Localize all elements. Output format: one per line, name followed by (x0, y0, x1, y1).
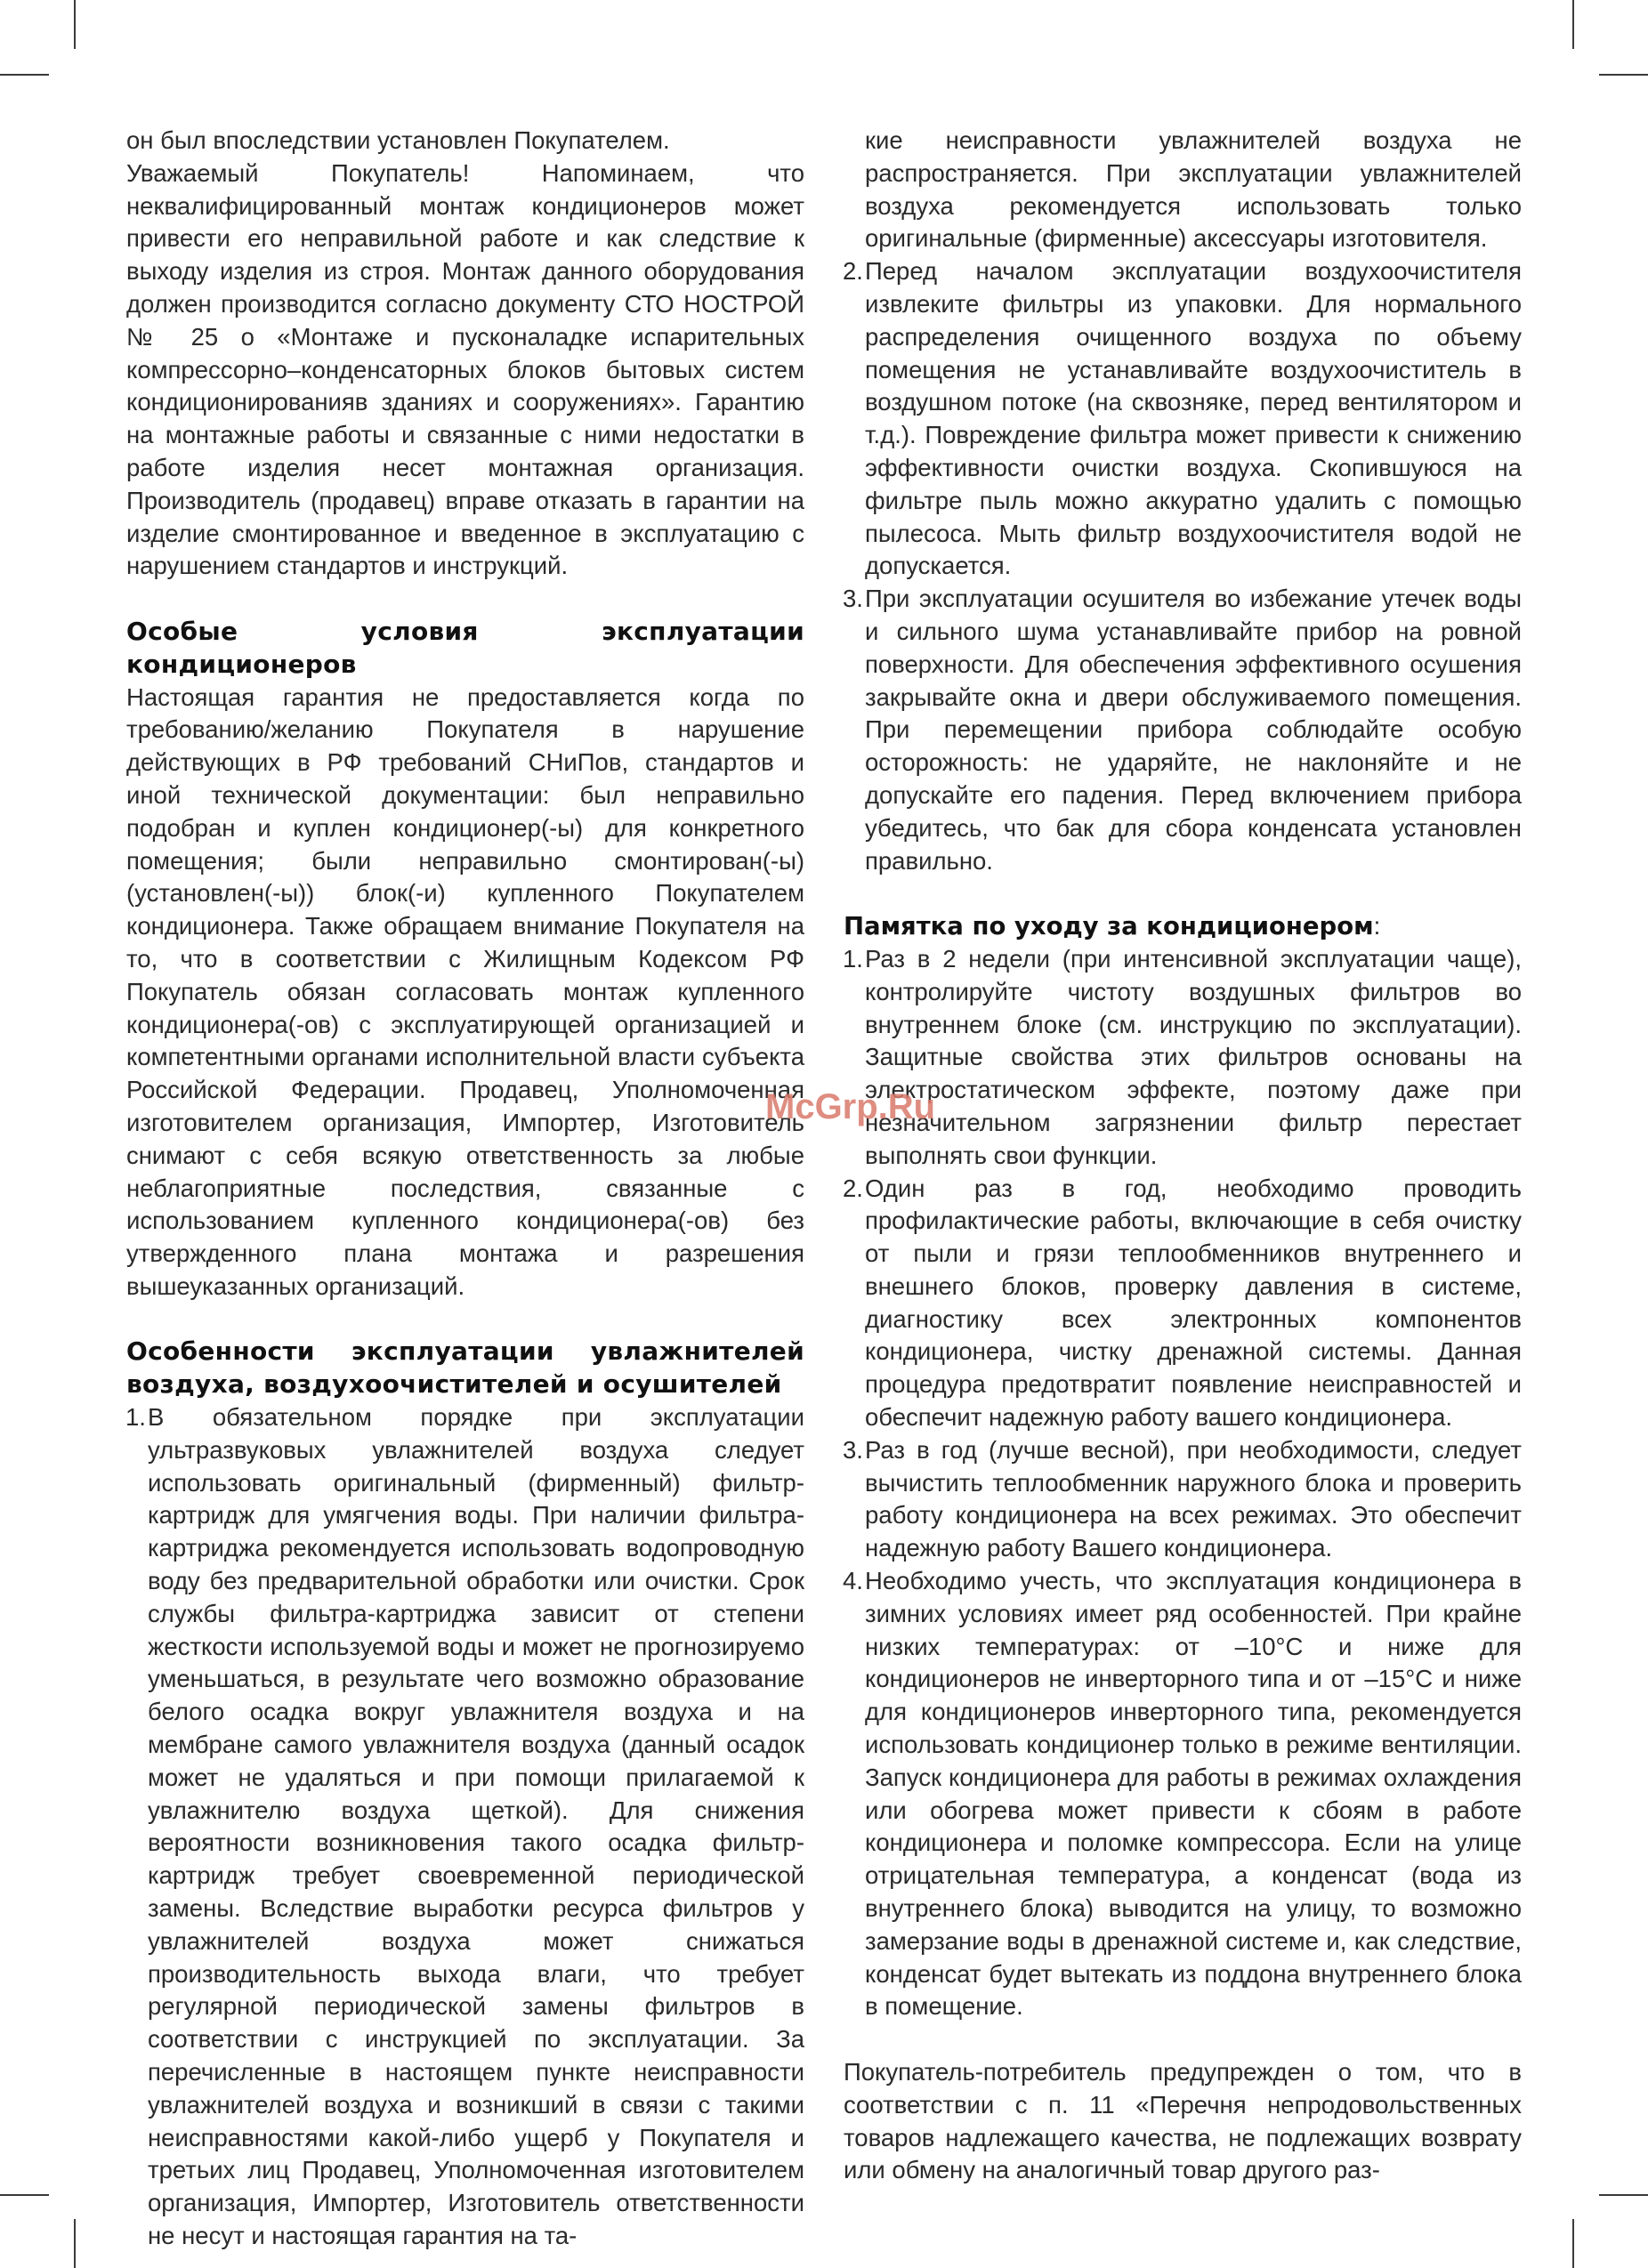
watermark: McGrp.Ru (765, 1087, 936, 1126)
list-item (844, 255, 1522, 583)
list-item-text: В обязательном порядке при эксплуатации ультразвуковых увлажнителей воздуха следует использовать оригинальный (фирменный) фильтр-картридж для умягчения воды. При наличии фильтра-картриджа рекомендуется использовать водопроводную воду без предварительной обработки или очистки. Срок службы фильтра-картриджа зависит от степени жесткости используемой воды и может не прогнозируемо уменьшаться, в результате чего возможно образование белого осадка вокруг увлажнителя воздуха и на мембране самого увлажнителя воздуха (данный осадок может не удаляться и при помощи прилагаемой к увлажнителю воздуха щеткой). Для снижения вероятности возникновения такого осадка фильтр-картридж требует своевременной периодической замены. Вследствие выработки ресурса фильтров у увлажнителей воздуха может снижаться производительность выхода влаги, что требует регулярной периодической замены фильтров в соответствии с инструкцией по эксплуатации. За перечисленные в настоящем пункте неисправности увлажнителей воздуха и возникший в связи с такими неисправностями какой-либо ущерб у Покупателя и третьих лиц Продавец, Уполномоченная изготовителем организация, Импортер, Изготовитель ответственности не несут и настоящая гарантия на та- (148, 1403, 804, 2249)
list-item-text: Необходимо учесть, что эксплуатация кондиционера в зимних условиях имеет ряд особенностей. При крайне низких температурах: от –10°С и ниже для кондиционеров не инверторного типа и от –15°С и ниже для кондиционеров инверторного типа, рекомендуется использовать кондиционер только в режиме вентиляции. Запуск кондиционера для работы в режимах охлаждения или обогрева может привести к сбоям в работе кондиционера и поломке компрессора. Если на улице отрицательная температура, а конденсат (вода из внутреннего блока) выводится на улицу, то возможно замерзание воды в дренажной системе и, как следствие, конденсат будет вытекать из поддона внутреннего блока в помещение. (865, 1567, 1522, 2021)
humidifier-list (126, 1401, 804, 2253)
list-item-number: 2. (843, 1174, 863, 1202)
crop-mark (0, 74, 49, 76)
list-item-text: Раз в 2 недели (при интенсивной эксплуатации чаще), контролируйте чистоту воздушных фильтров во внутреннем блоке (см. инструкцию по эксплуатации). Защитные свойства этих фильтров основаны на электростатическом эффекте, поэтому даже при незначительном загрязнении фильтр перестает выполнять свои функции. (865, 944, 1522, 1169)
list-item-number: 3. (843, 1435, 863, 1464)
crop-mark (0, 2194, 49, 2196)
continuation-text: кие неисправности увлажнителей воздуха не распространяется. При эксплуатации увлажнителей воздуха рекомендуется использовать только оригинальные (фирменные) аксессуары изготовителя. (865, 126, 1522, 253)
section-title-special-conditions: Особые условия эксплуатации кондиционеров (126, 616, 804, 679)
list-item-number: 4. (843, 1567, 863, 1595)
list-item-text: Один раз в год, необходимо проводить профилактические работы, включающие в себя очистку от пыли и грязи теплообменников внутреннего и внешнего блоков, проверку давления в системе, диагностику всех электронных компонентов кондиционера, чистку дренажной системы. Данная процедура предотвратит появление неисправностей и обеспечит надежную работу вашего кондиционера. (865, 1174, 1522, 1432)
section-title-humidifiers: Особенности эксплуатации увлажнителей воздуха, воздухоочистителей и осушителей (126, 1336, 804, 1400)
list-item-number: 1. (125, 1403, 146, 1432)
crop-mark (1599, 2194, 1648, 2196)
list-item-number: 2. (843, 257, 863, 286)
crop-mark (1572, 2219, 1574, 2268)
crop-mark (1599, 74, 1648, 76)
memo-heading (844, 910, 1522, 943)
notice-paragraph: Уважаемый Покупатель! Напоминаем, что неквалифицированный монтаж кондиционеров может привести его неправильной работе и как следствие к выходу изделия из строя. Монтаж данного оборудования должен производится согласно документу СТО НОСТРОЙ № 25 о «Монтаже и пусконаладке испарительных компрессорно–конденсаторных блоков бытовых систем кондиционированияв зданиях и сооружениях». Гарантию на монтажные работы и связанные с ними недостатки в работе изделия несет монтажная организация. Производитель (продавец) вправе отказать в гарантии на изделие смонтированное и введенное в эксплуатацию с нарушением стандартов и инструкций. (126, 158, 804, 580)
crop-mark (74, 0, 76, 49)
list-item-text: При эксплуатации осушителя во избежание утечек воды и сильного шума устанавливайте прибор на ровной поверхности. Для обеспечения эффективного осушения закрывайте окна и двери обслуживаемого помещения. При перемещении прибора соблюдайте особую осторожность: не ударяйте, не наклоняйте и не допускайте его падения. Перед включением прибора убедитесь, что бак для сбора конденсата установлен правильно. (865, 585, 1522, 875)
memo-title: Памятка по уходу за кондиционером (844, 912, 1374, 941)
crop-mark (1572, 0, 1574, 49)
memo-colon: : (1373, 912, 1381, 940)
list-item-number: 1. (843, 944, 863, 973)
left-column (126, 125, 804, 2253)
intro-line: он был впоследствии установлен Покупателем. (126, 126, 670, 154)
crop-mark (74, 2219, 76, 2268)
list-item-text: Раз в год (лучше весной), при необходимости, следует вычистить теплообменник наружного блока и проверить работу кондиционера на всех режимах. Это обеспечит надежную работу Вашего кондиционера. (865, 1435, 1522, 1562)
list-item (844, 1565, 1522, 2023)
right-column (844, 125, 1522, 2187)
list-item-number: 3. (843, 585, 863, 613)
list-item (844, 583, 1522, 877)
humidifier-list-continued (844, 255, 1522, 877)
list-item-text: Перед началом эксплуатации воздухоочистителя извлеките фильтры из упаковки. Для нормального распределения очищенного воздуха по объему помещения не устанавливайте воздухоочиститель в воздушном потоке (на сквозняке, перед вентилятором и т.д.). Повреждение фильтра может привести к снижению эффективности очистки воздуха. Скопившуюся на фильтре пыль можно аккуратно удалить с помощью пылесоса. Мыть фильтр воздухоочистителя водой не допускается. (865, 257, 1522, 580)
list-item (844, 943, 1522, 1173)
final-paragraph: Покупатель-потребитель предупрежден о том, что в соответствии с п. 11 «Перечня непродовольственных товаров надлежащего качества, не подлежащих возврату или обмену на аналогичный товар другого раз- (844, 2058, 1522, 2184)
list-item (844, 1173, 1522, 1434)
memo-list (844, 943, 1522, 2023)
list-item (844, 1434, 1522, 1565)
list-item (126, 1401, 804, 2253)
special-conditions-text: Настоящая гарантия не предоставляется когда по требованию/желанию Покупателя в нарушение действующих в РФ требований СНиПов, стандартов и иной технической документации: был неправильно подобран и куплен кондиционер(-ы) для конкретного помещения; были неправильно смонтирован(-ы) (установлен(-ы)) блок(-и) купленного Покупателем кондиционера. Также обращаем внимание Покупателя на то, что в соответствии с Жилищным Кодексом РФ Покупатель обязан согласовать монтаж купленного кондиционера(-ов) с эксплуатирующей организацией и компетентными органами исполнительной власти субъекта Российской Федерации. Продавец, Уполномоченная изготовителем организация, Импортер, Изготовитель снимают с себя всякую ответственность за любые неблагоприятные последствия, связанные с использованием купленного кондиционера(-ов) без утвержденного плана монтажа и разрешения вышеуказанных организаций. (126, 682, 804, 1300)
